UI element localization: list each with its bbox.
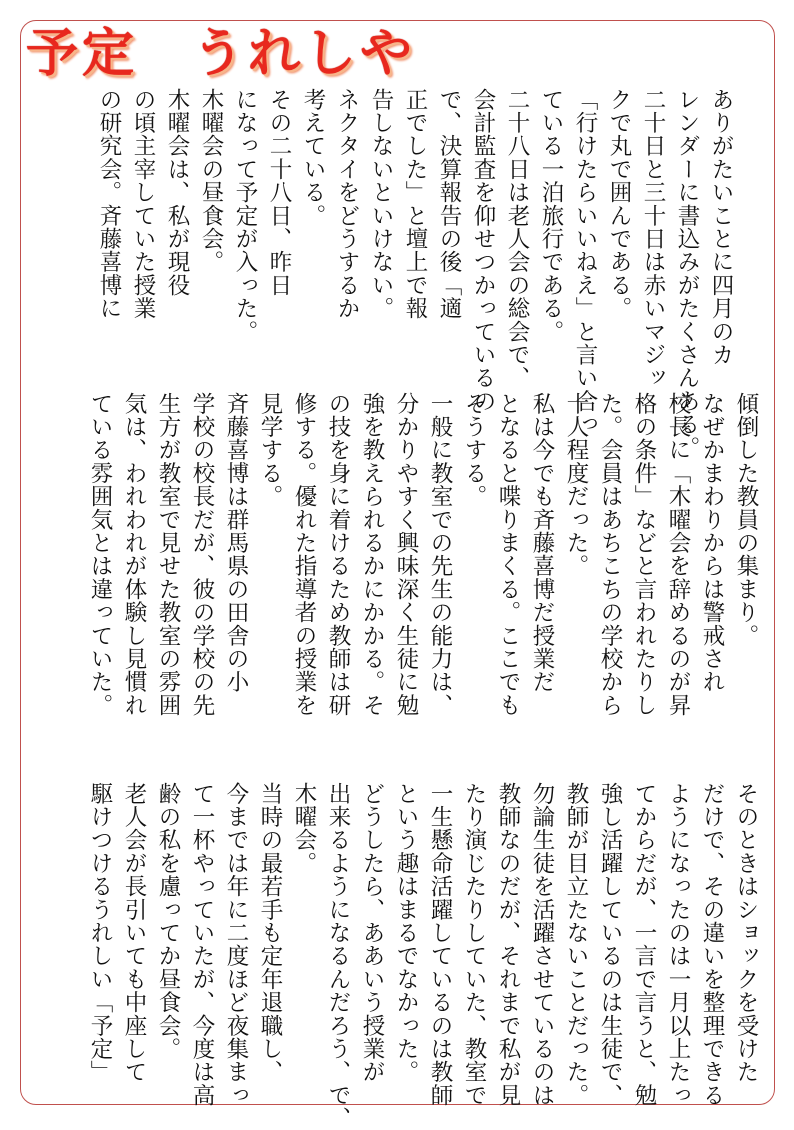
text-line: 傾倒した教員の集まり。: [733, 392, 759, 648]
text-line: 十人程度だった。: [563, 392, 589, 578]
text-line: そうする。: [461, 392, 487, 508]
text-line: てからだが、一言で言うと、勉: [631, 782, 657, 1107]
text-line: の技を身に着けるため教師は研: [325, 392, 351, 717]
text-line: 校長に「木曜会を辞めるのが昇: [665, 392, 691, 717]
text-block-3: [58, 782, 763, 1130]
text-line: ようになったのは一月以上たっ: [665, 782, 691, 1107]
text-line: 格の条件」などと言われたりし: [631, 392, 657, 717]
text-line: 私は今でも斉藤喜博だ授業だ: [529, 392, 555, 694]
text-line: 分かりやすく興味深く生徒に勉: [393, 392, 419, 717]
text-line: 今までは年に二度ほど夜集まっ: [223, 782, 249, 1107]
text-line: その二十八日、昨日: [266, 88, 292, 297]
title-part-1: 予定: [26, 24, 139, 84]
text-line: クで丸で囲んである。: [606, 88, 632, 320]
text-line: ネクタイをどうするか: [334, 88, 360, 320]
text-line: ている一泊旅行である。: [538, 88, 564, 344]
text-line: 一般に教室での先生の能力は、: [427, 392, 453, 717]
text-line: の研究会。斉藤喜博に: [96, 88, 122, 320]
text-line: 勿論生徒を活躍させているのは: [529, 782, 555, 1107]
text-line: たり演じたりしていた、教室で: [461, 782, 487, 1107]
text-line: 見学する。: [257, 392, 283, 508]
text-line: 強し活躍しているのは生徒で、: [597, 782, 623, 1107]
text-line: 木曜会は、私が現役: [164, 88, 190, 297]
text-line: た。会員はあちこちの学校から: [597, 392, 623, 717]
text-line: 生方が教室で見せた教室の雰囲: [155, 392, 181, 717]
text-line: 考えている。: [300, 88, 326, 228]
title-part-2: うれしや: [192, 24, 417, 84]
text-line: そのときはショックを受けた: [733, 782, 759, 1084]
text-line: 木曜会。: [291, 782, 317, 875]
text-line: 気は、われわれが体験し見慣れ: [121, 392, 147, 717]
text-line: 二十日と三十日は赤いマジッ: [640, 88, 666, 390]
text-line: 当時の最若手も定年退職し、: [257, 782, 283, 1084]
text-line: レンダーに書込みがたくさんある。: [674, 88, 700, 460]
text-line: ありがたいことに四月のカ: [708, 88, 734, 367]
text-line: 教師が目立たないことだった。: [563, 782, 589, 1107]
text-line: 木曜会の昼食会。: [198, 88, 224, 274]
text-line: 教師なのだが、それまで私が見: [495, 782, 521, 1107]
text-line: 会計監査を仰せつかっているの: [470, 88, 496, 413]
text-line: 駆けつけるうれしい「予定」: [87, 782, 113, 1084]
text-line: という趣はまるでなかった。: [393, 782, 419, 1084]
text-line: 修する。優れた指導者の授業を: [291, 392, 317, 717]
text-line: の頃主宰していた授業: [130, 88, 156, 320]
text-line: 強を教えられるかにかかる。そ: [359, 392, 385, 717]
text-line: 斉藤喜博は群馬県の田舎の小: [223, 392, 249, 694]
text-line: 「行けたらいいねえ」と言い合っ: [572, 88, 598, 436]
text-line: ている雰囲気とは違っていた。: [87, 392, 113, 717]
text-line: となると喋りまくる。ここでも: [495, 392, 521, 717]
text-line: 出来るようになるんだろう、で、: [325, 782, 351, 1130]
text-line: 正でした」と壇上で報: [402, 88, 428, 320]
text-line: 告しないといけない。: [368, 88, 394, 320]
text-line: になって予定が入った。: [232, 88, 258, 344]
text-line: 老人会が長引いても中座して: [121, 782, 147, 1084]
text-block-2: [58, 392, 763, 732]
text-line: 一生懸命活躍しているのは教師: [427, 782, 453, 1107]
text-line: どうしたら、ああいう授業が: [359, 782, 385, 1084]
text-line: て一杯やっていたが、今度は高: [189, 782, 215, 1107]
text-line: で、決算報告の後「適: [436, 88, 462, 320]
text-line: 学校の校長だが、彼の学校の先: [189, 392, 215, 717]
text-line: 二十八日は老人会の総会で、: [504, 88, 530, 390]
text-line: 齢の私を慮ってか昼食会。: [155, 782, 181, 1061]
page-title: [26, 22, 416, 86]
text-line: なぜかまわりからは警戒され: [699, 392, 725, 694]
text-line: だけで、その違いを整理できる: [699, 782, 725, 1107]
